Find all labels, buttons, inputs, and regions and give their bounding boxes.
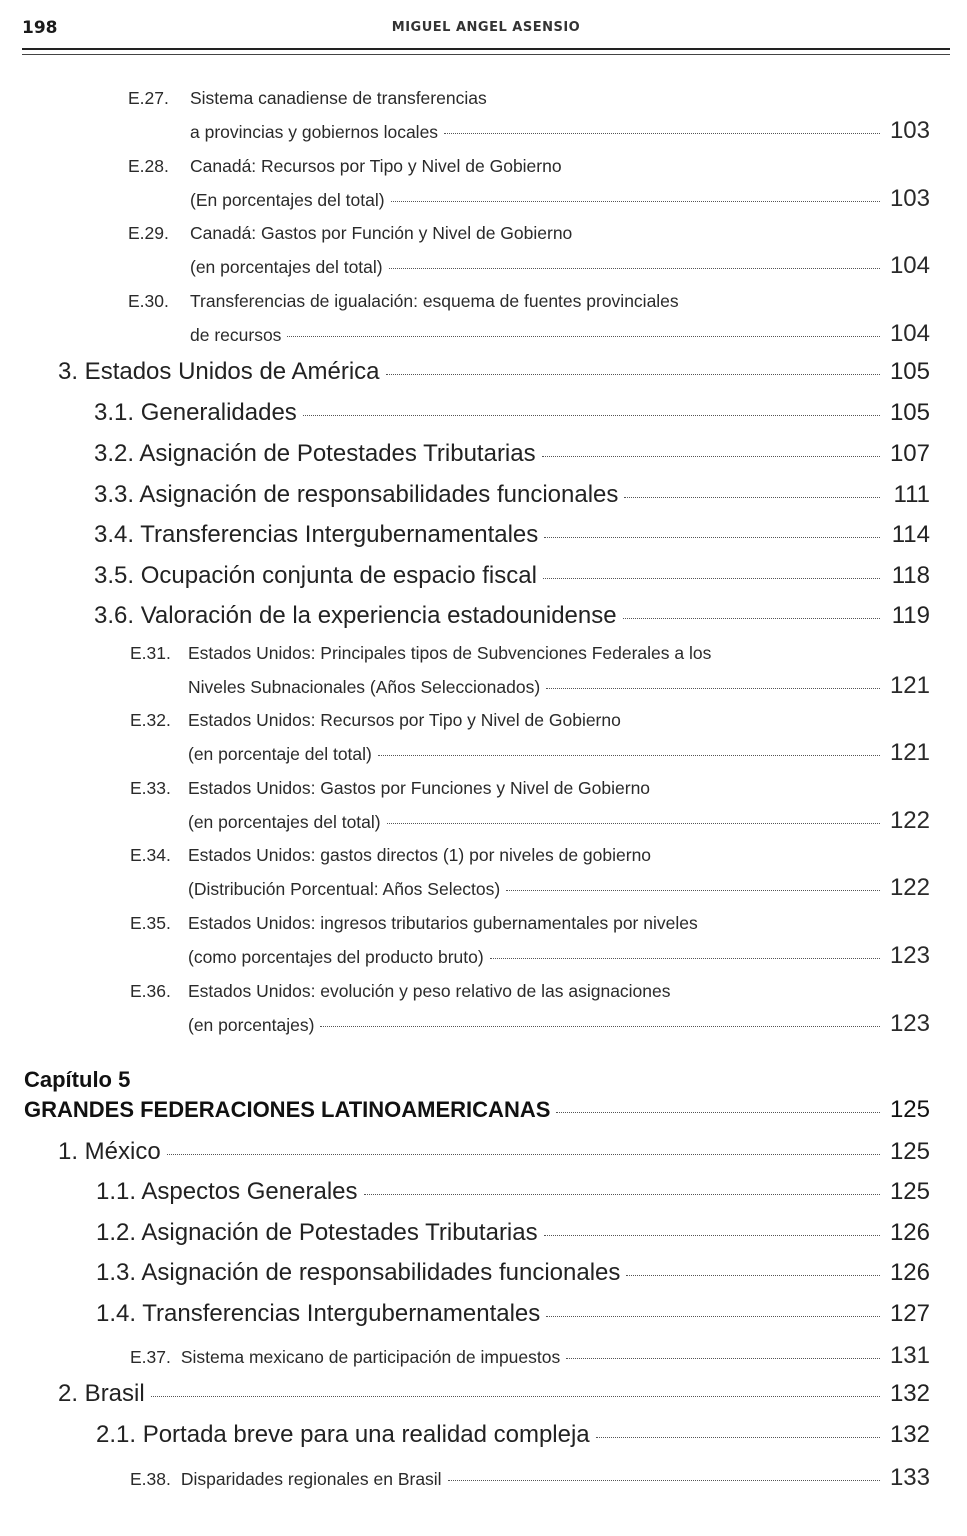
toc-entry <box>96 1219 930 1247</box>
entry-title: Canadá: Recursos por Tipo y Nivel de Gobierno <box>190 156 562 176</box>
dot-leader <box>387 823 880 824</box>
section-title: 3.3. Asignación de responsabilidades funcionales <box>94 481 619 508</box>
toc-line <box>58 1138 930 1166</box>
table-label: E.28. <box>128 156 169 176</box>
toc-entry <box>128 88 930 145</box>
page-ref: 126 <box>889 1259 930 1286</box>
toc-line <box>130 874 930 902</box>
toc-entry <box>94 602 930 630</box>
toc-line <box>128 252 930 280</box>
dot-leader <box>556 1112 880 1113</box>
toc-entry <box>130 981 930 1038</box>
toc-line <box>94 440 930 468</box>
dot-leader <box>542 456 880 457</box>
toc-entry <box>58 1380 930 1408</box>
dot-leader <box>623 618 880 619</box>
dot-leader <box>167 1154 880 1155</box>
toc-line <box>96 1421 930 1449</box>
toc-entry <box>96 1300 930 1328</box>
section-title: 3.5. Ocupación conjunta de espacio fiscal <box>94 562 537 589</box>
toc-entry <box>130 1464 930 1492</box>
section-title: 1.3. Asignación de responsabilidades funcionales <box>96 1259 621 1286</box>
dot-leader <box>546 1316 880 1317</box>
toc-line <box>96 1300 930 1328</box>
toc-line <box>96 1219 930 1247</box>
toc-line <box>130 845 930 866</box>
page-ref: 111 <box>893 481 930 508</box>
section-title: 3.1. Generalidades <box>94 399 297 426</box>
table-label: E.34. <box>130 845 171 865</box>
entry-title-continued: (en porcentajes) <box>188 1015 315 1035</box>
section-title: 1. México <box>58 1138 161 1165</box>
page-ref: 125 <box>889 1096 930 1123</box>
page-ref: 121 <box>889 739 930 766</box>
dot-leader <box>448 1480 880 1481</box>
toc-entry <box>94 440 930 468</box>
toc-line <box>96 1259 930 1287</box>
entry-title: Estados Unidos: Recursos por Tipo y Nivel de Gobierno <box>188 710 621 730</box>
table-label: E.35. <box>130 913 171 933</box>
page-ref: 125 <box>889 1178 930 1205</box>
section-title: 3. Estados Unidos de América <box>58 358 380 385</box>
table-label: E.27. <box>128 88 169 108</box>
section-title: 3.2. Asignación de Potestades Tributarias <box>94 440 536 467</box>
entry-title-continued: de recursos <box>190 325 282 345</box>
page-ref: 132 <box>889 1421 930 1448</box>
entry-title-continued: a provincias y gobiernos locales <box>190 122 439 142</box>
entry-title-continued: (Distribución Porcentual: Años Selectos) <box>188 879 501 899</box>
table-label: E.30. <box>128 291 169 311</box>
toc-line <box>128 117 930 145</box>
dot-leader <box>624 497 880 498</box>
page-ref: 122 <box>889 874 930 901</box>
page-ref: 114 <box>891 521 930 548</box>
page-ref: 121 <box>889 672 930 699</box>
section-title: 3.4. Transferencias Intergubernamentales <box>94 521 539 548</box>
table-label: E.37. <box>130 1347 171 1367</box>
section-title: 3.6. Valoración de la experiencia estadounidense <box>94 602 617 629</box>
toc-line <box>128 88 930 109</box>
toc-entry <box>130 778 930 835</box>
toc-line <box>94 399 930 427</box>
entry-title-continued: Niveles Subnacionales (Años Seleccionados) <box>188 677 541 697</box>
entry-title: Estados Unidos: ingresos tributarios gubernamentales por niveles <box>188 913 698 933</box>
toc-line <box>130 942 930 970</box>
toc-line <box>128 185 930 213</box>
page-ref: 122 <box>889 807 930 834</box>
entry-title-continued: (En porcentajes del total) <box>190 190 385 210</box>
toc-line <box>130 981 930 1002</box>
dot-leader <box>364 1194 881 1195</box>
section-title: 1.2. Asignación de Potestades Tributarias <box>96 1219 538 1246</box>
toc-entry <box>130 913 930 970</box>
dot-leader <box>566 1358 880 1359</box>
toc-line <box>130 1010 930 1038</box>
toc-entry <box>94 521 930 549</box>
page-ref: 107 <box>889 440 930 467</box>
toc-line <box>130 1342 930 1370</box>
toc-line <box>130 672 930 700</box>
entry-title-continued: (en porcentajes del total) <box>188 812 381 832</box>
dot-leader <box>151 1396 880 1397</box>
chapter-title: GRANDES FEDERACIONES LATINOAMERICANAS <box>24 1097 551 1122</box>
entry-title: Canadá: Gastos por Función y Nivel de Gobierno <box>190 223 573 243</box>
entry-title: Estados Unidos: evolución y peso relativo de las asignaciones <box>188 981 671 1001</box>
dot-leader <box>544 537 880 538</box>
entry-title-continued: (en porcentaje del total) <box>188 744 372 764</box>
toc-line <box>24 1096 930 1124</box>
page-ref: 103 <box>889 117 930 144</box>
dot-leader <box>389 268 880 269</box>
page-ref: 103 <box>889 185 930 212</box>
toc-line <box>130 739 930 767</box>
page-ref: 105 <box>889 358 930 385</box>
dot-leader <box>391 201 880 202</box>
entry-title: Transferencias de igualación: esquema de fuentes provinciales <box>190 291 679 311</box>
toc-line <box>94 521 930 549</box>
page-number: 198 <box>22 18 58 38</box>
entry-title-text: Disparidades regionales en Brasil <box>180 1469 442 1489</box>
toc-line <box>94 562 930 590</box>
toc-line <box>130 778 930 799</box>
page-ref: 125 <box>889 1138 930 1165</box>
dot-leader <box>546 688 880 689</box>
toc-entry <box>94 481 930 509</box>
toc-entry <box>58 1138 930 1166</box>
page-ref: 118 <box>891 562 930 589</box>
table-label: E.38. <box>130 1469 171 1489</box>
toc-entry <box>128 291 930 348</box>
entry-title <box>130 1347 560 1368</box>
entry-title: Estados Unidos: Principales tipos de Subvenciones Federales a los <box>188 643 712 663</box>
table-label: E.32. <box>130 710 171 730</box>
section-title: 2.1. Portada breve para una realidad compleja <box>96 1421 590 1448</box>
dot-leader <box>544 1235 880 1236</box>
toc-line <box>130 710 930 731</box>
page-ref: 131 <box>889 1342 930 1369</box>
page-ref: 133 <box>889 1464 930 1491</box>
toc-line <box>128 291 930 312</box>
page-ref: 104 <box>889 252 930 279</box>
toc-line <box>58 358 930 386</box>
table-label: E.29. <box>128 223 169 243</box>
chapter-number: Capítulo 5 <box>24 1067 131 1092</box>
page-ref: 104 <box>889 320 930 347</box>
dot-leader <box>287 336 880 337</box>
dot-leader <box>303 415 880 416</box>
entry-title-text: Sistema mexicano de participación de impuestos <box>180 1347 561 1367</box>
toc-entry <box>96 1178 930 1206</box>
toc-entry <box>130 845 930 902</box>
dot-leader <box>596 1437 880 1438</box>
toc-entry <box>128 156 930 213</box>
toc-line <box>94 602 930 630</box>
toc-line <box>96 1178 930 1206</box>
toc-line <box>130 807 930 835</box>
dot-leader <box>444 133 880 134</box>
dot-leader <box>506 890 880 891</box>
toc-line <box>130 913 930 934</box>
toc-line <box>130 1464 930 1492</box>
table-label: E.31. <box>130 643 171 663</box>
page-ref: 123 <box>889 942 930 969</box>
toc-line <box>130 643 930 664</box>
section-title: 2. Brasil <box>58 1380 145 1407</box>
toc-entry <box>96 1421 930 1449</box>
section-title: 1.4. Transferencias Intergubernamentales <box>96 1300 541 1327</box>
dot-leader <box>543 578 880 579</box>
dot-leader <box>490 958 880 959</box>
toc-line <box>94 481 930 509</box>
toc-entry <box>130 710 930 767</box>
entry-title-continued: (en porcentajes del total) <box>190 257 383 277</box>
entry-title <box>130 1469 442 1490</box>
toc-entry <box>130 643 930 700</box>
entry-title: Estados Unidos: Gastos por Funciones y Nivel de Gobierno <box>188 778 651 798</box>
toc-line <box>58 1380 930 1408</box>
dot-leader <box>378 755 880 756</box>
toc-line <box>128 320 930 348</box>
toc-entry <box>24 1096 930 1124</box>
section-title: 1.1. Aspectos Generales <box>96 1178 358 1205</box>
toc-line <box>128 223 930 244</box>
page-ref: 126 <box>889 1219 930 1246</box>
entry-title: Estados Unidos: gastos directos (1) por niveles de gobierno <box>188 845 652 865</box>
page-ref: 132 <box>889 1380 930 1407</box>
page-ref: 123 <box>889 1010 930 1037</box>
entry-title-continued: (como porcentajes del producto bruto) <box>188 947 484 967</box>
table-label: E.33. <box>130 778 171 798</box>
toc-line <box>128 156 930 177</box>
entry-title: Sistema canadiense de transferencias <box>190 88 487 108</box>
toc-entry <box>128 223 930 280</box>
page-ref: 119 <box>891 602 930 629</box>
dot-leader <box>320 1026 880 1027</box>
page-ref: 127 <box>889 1300 930 1327</box>
dot-leader <box>626 1275 880 1276</box>
page-ref: 105 <box>889 399 930 426</box>
toc-entry <box>24 1067 930 1093</box>
toc-entry <box>96 1259 930 1287</box>
table-label: E.36. <box>130 981 171 1001</box>
running-head: MIGUEL ANGEL ASENSIO <box>391 20 581 35</box>
dot-leader <box>386 374 880 375</box>
toc-entry <box>58 358 930 386</box>
toc-entry <box>130 1342 930 1370</box>
toc-entry <box>94 562 930 590</box>
toc-entry <box>94 399 930 427</box>
